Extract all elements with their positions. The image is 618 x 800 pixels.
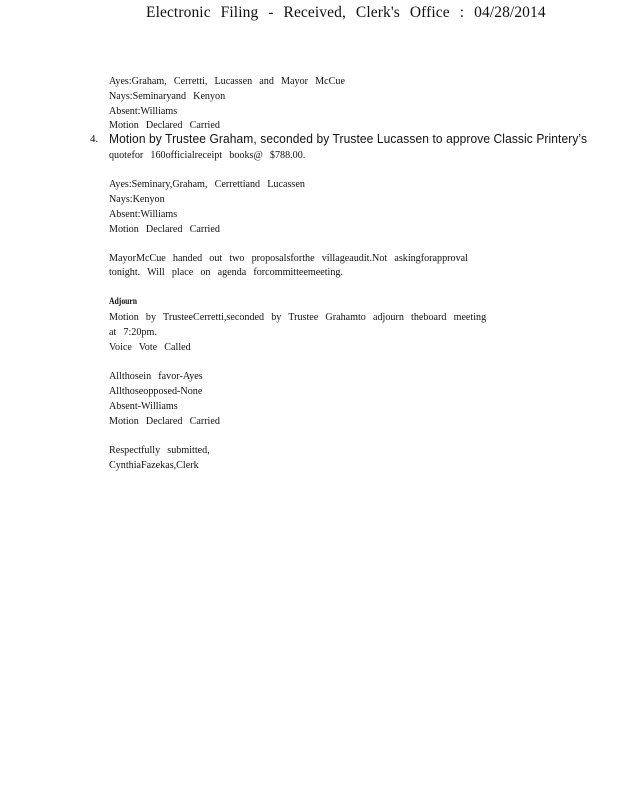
adjourn-heading: Adjourn	[109, 296, 138, 306]
audit-line2: tonight. Will place on agenda forcommitteemeeting.	[109, 266, 344, 278]
audit-line1: MayorMcCue handed out two proposalsforthe villageaudit.Not askingforapproval	[109, 252, 468, 264]
clerk-signature: CynthiaFazekas,Clerk	[109, 459, 199, 471]
vote2-nays: Nays:Kenyon	[109, 193, 165, 205]
item4-motion-line1: Motion by Trustee Graham, seconded by Trustee Lucassen to approve Classic Printery’s	[109, 132, 588, 146]
vote2-ayes: Ayes:Seminary,Graham, Cerrettiand Lucassen	[109, 178, 305, 190]
vote1-ayes: Ayes:Graham, Cerretti, Lucassen and Mayor McCue	[109, 75, 345, 87]
vote3-absent: Absent-Williams	[109, 400, 178, 412]
vote3-favor: Allthosein favor-Ayes	[109, 370, 203, 382]
vote1-nays: Nays:Seminaryand Kenyon	[109, 90, 226, 102]
vote1-result: Motion Declared Carried	[109, 119, 220, 131]
filing-header: Electronic Filing - Received, Clerk's Office : 04/28/2014	[146, 4, 546, 21]
adjourn-line2: at 7:20pm.	[109, 326, 157, 338]
vote1-absent: Absent:Williams	[109, 105, 178, 117]
adjourn-line1: Motion by TrusteeCerretti,seconded by Trustee Grahamto adjourn theboard meeting	[109, 311, 487, 323]
vote2-result: Motion Declared Carried	[109, 223, 220, 235]
adjourn-line3: Voice Vote Called	[109, 341, 191, 353]
vote3-opposed: Allthoseopposed-None	[109, 385, 203, 397]
item-number: 4.	[90, 133, 99, 145]
vote3-result: Motion Declared Carried	[109, 415, 220, 427]
item4-motion-line2: quotefor 160officialreceipt books@ $788.00.	[109, 149, 306, 161]
vote2-absent: Absent:Williams	[109, 208, 178, 220]
closing-line1: Respectfully submitted,	[109, 444, 210, 456]
